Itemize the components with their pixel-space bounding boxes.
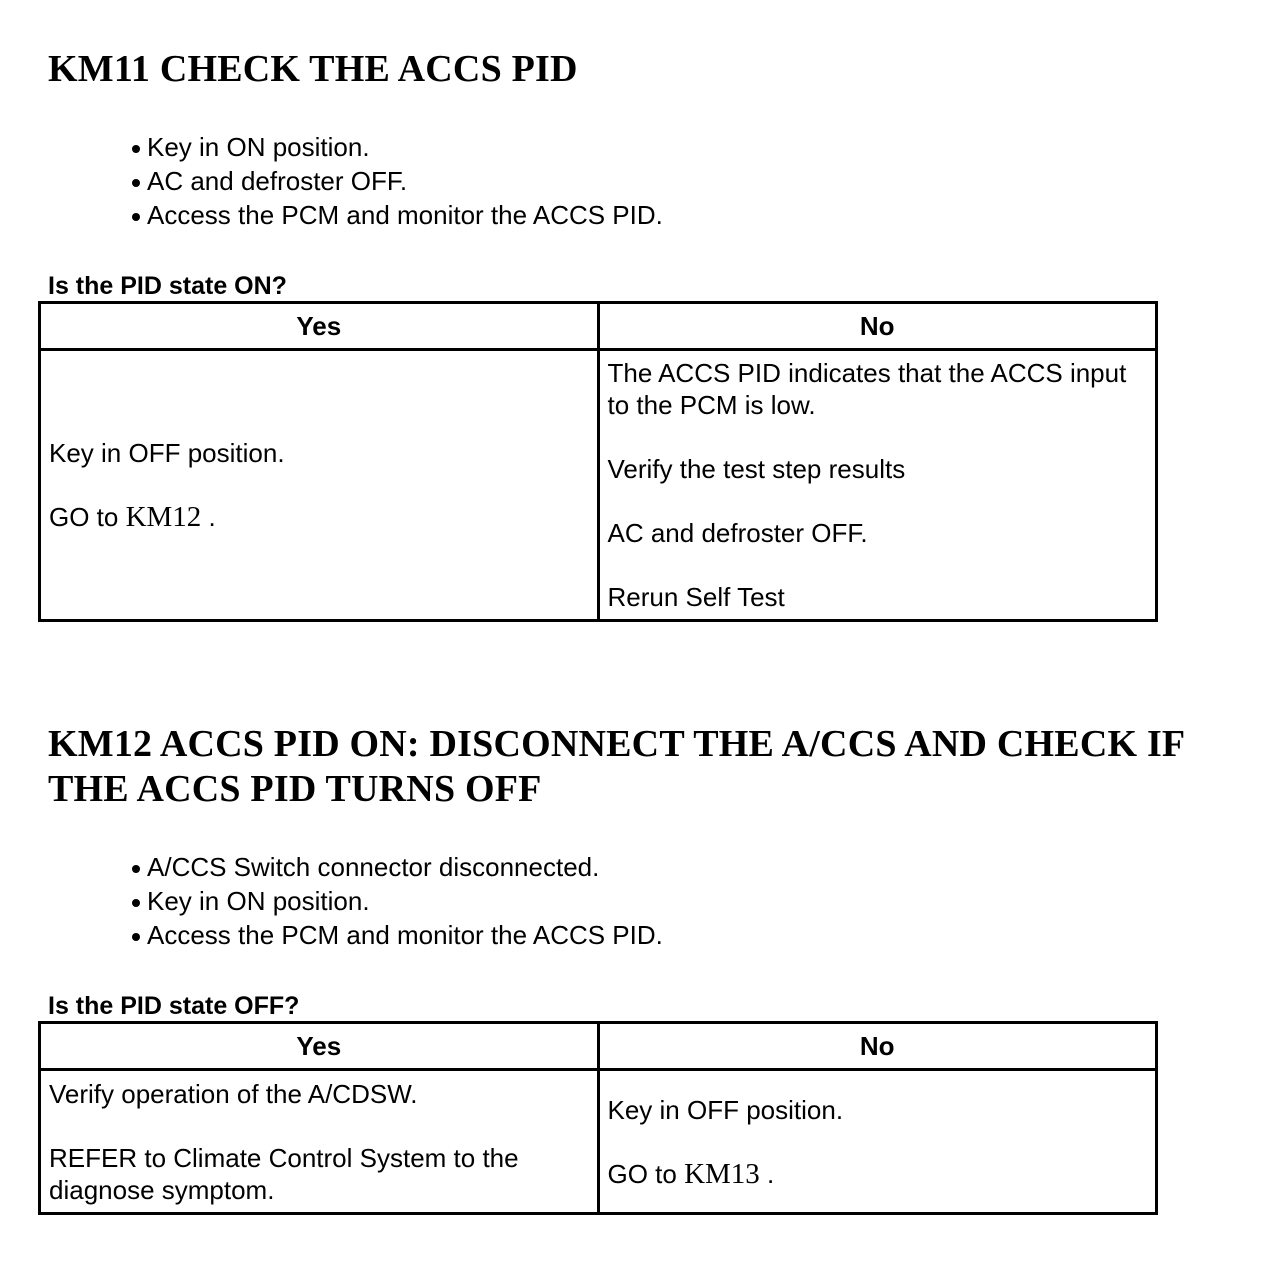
yes-refer: REFER to Climate Control System to the diagnose symptom.: [49, 1142, 519, 1205]
table-row: [40, 1070, 1157, 1214]
yes-go-to: [49, 501, 589, 533]
km12-question: Is the PID state OFF?: [48, 992, 300, 1020]
go-to-prefix: GO to: [607, 1158, 685, 1189]
km12-title-line1: KM12 ACCS PID ON: DISCONNECT THE A/CCS AND CHECK IF: [48, 723, 1186, 765]
list-item: Access the PCM and monitor the ACCS PID.: [130, 918, 663, 952]
km11-answer-table: [38, 301, 1158, 622]
list-item: Key in ON position.: [130, 884, 663, 918]
list-item: AC and defroster OFF.: [130, 164, 663, 198]
km12-conditions-list: [130, 850, 663, 952]
list-item: A/CCS Switch connector disconnected.: [130, 850, 663, 884]
no-column-header: No: [598, 303, 1157, 350]
yes-instruction: Key in OFF position.: [49, 438, 285, 468]
list-item: Key in ON position.: [130, 130, 663, 164]
yes-column-header: Yes: [40, 1023, 599, 1070]
no-rerun: Rerun Self Test: [607, 582, 785, 612]
km11-title: KM11 CHECK THE ACCS PID: [48, 48, 578, 90]
table-row: [40, 350, 1157, 621]
go-to-suffix: .: [759, 1158, 775, 1189]
table-header-row: [40, 303, 1157, 350]
km11-conditions-list: [130, 130, 663, 232]
no-go-to: [608, 1158, 1148, 1190]
km13-link[interactable]: KM13: [684, 1157, 760, 1190]
no-instruction: Key in OFF position.: [607, 1094, 844, 1125]
no-verify: Verify the test step results: [607, 454, 906, 484]
km12-link[interactable]: KM12: [125, 501, 202, 533]
no-explanation: The ACCS PID indicates that the ACCS input to the PCM is low.: [607, 358, 1127, 420]
km11-question: Is the PID state ON?: [48, 272, 287, 300]
km12-yes-cell: [40, 1070, 599, 1214]
km12-title-line2: THE ACCS PID TURNS OFF: [48, 768, 542, 810]
km12-title: [48, 722, 1185, 812]
no-column-header: No: [598, 1023, 1157, 1070]
yes-instruction: Verify operation of the A/CDSW.: [49, 1078, 418, 1109]
table-header-row: [40, 1023, 1157, 1070]
list-item: Access the PCM and monitor the ACCS PID.: [130, 198, 663, 232]
km11-no-cell: [598, 350, 1157, 621]
km12-answer-table: [38, 1021, 1158, 1215]
yes-column-header: Yes: [40, 303, 599, 350]
go-to-prefix: GO to: [49, 502, 126, 532]
km11-yes-cell: [40, 350, 599, 621]
km12-no-cell: [598, 1070, 1157, 1214]
no-condition: AC and defroster OFF.: [607, 518, 868, 548]
go-to-suffix: .: [201, 502, 216, 532]
